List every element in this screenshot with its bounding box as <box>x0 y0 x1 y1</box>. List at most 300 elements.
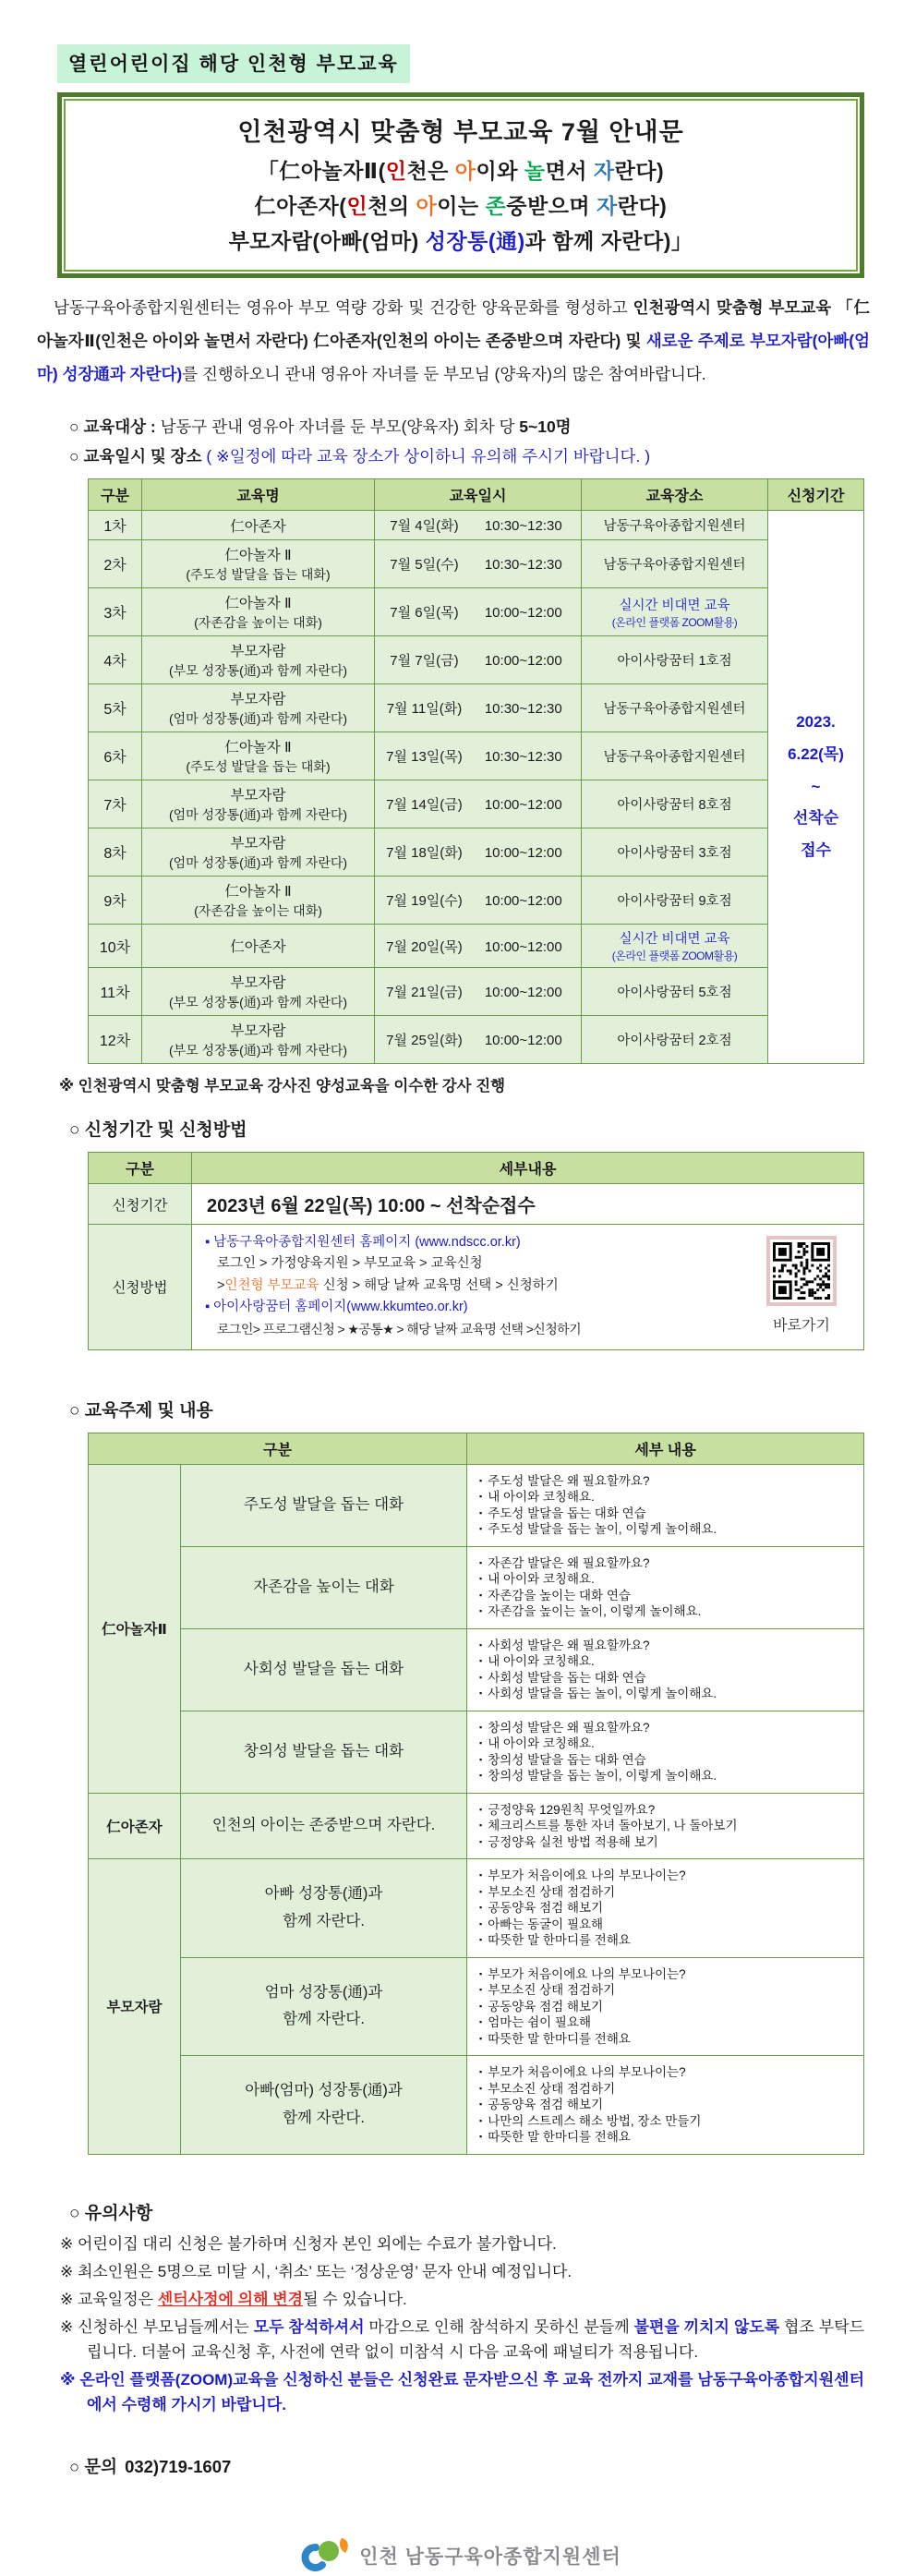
schedule-place <box>582 588 768 636</box>
topic-row <box>89 1546 864 1628</box>
schedule-course-name <box>142 877 375 925</box>
detail-text: 따뜻한 말 한마디를 전해요 <box>488 1933 631 1948</box>
schedule-time: 10:30~12:30 <box>484 749 562 765</box>
place-line: 실시간 비대면 교육 <box>619 932 730 947</box>
square-bullet-icon: ▪ <box>479 1886 483 1896</box>
center-logo-icon <box>300 2535 350 2576</box>
detail-text: 공동양육 점검 해보기 <box>488 1901 604 1916</box>
detail-text: 엄마는 쉼이 필요해 <box>488 2015 592 2030</box>
apply-period-label: 신청기간 <box>89 1184 192 1225</box>
detail-text: 긍정양육 실천 방법 적용해 보기 <box>488 1834 658 1849</box>
text-segment: 「仁아놀자Ⅱ( <box>257 159 386 183</box>
schedule-course-name <box>142 636 375 684</box>
schedule-date: 7월 25일(화) <box>386 1033 463 1048</box>
square-bullet-icon: ▪ <box>479 2115 483 2125</box>
detail-bullet <box>479 1768 858 1784</box>
schedule-round: 5차 <box>89 684 142 732</box>
text-segment: 이는 <box>437 194 486 218</box>
square-bullet-icon: ▪ <box>479 1492 483 1502</box>
course-name-sub: (자존감을 높이는 대화) <box>194 615 322 630</box>
detail-text: 공동양육 점검 해보기 <box>488 2098 604 2112</box>
open-daycare-badge: 열린어린이집 해당 인천형 부모교육 <box>57 44 410 83</box>
schedule-course-name <box>142 1016 375 1064</box>
detail-text: 나만의 스트레스 해소 방법, 장소 만들기 <box>488 2113 702 2128</box>
square-bullet-icon: ▪ <box>479 2017 483 2027</box>
topics-table-body <box>89 1464 864 2154</box>
schedule-time: 10:00~12:00 <box>484 893 562 909</box>
schedule-round: 1차 <box>89 511 142 540</box>
topic-name-line: 주도성 발달을 돕는 대화 <box>243 1495 404 1513</box>
apply-period-row <box>89 1184 864 1225</box>
schedule-place <box>582 828 768 877</box>
col-header-place: 교육장소 <box>582 479 768 511</box>
apply-method-wrap <box>205 1232 856 1340</box>
square-bullet-icon: ▪ <box>479 1590 483 1600</box>
course-name-sub: (부모 성장통(通)과 함께 자란다) <box>168 995 348 1010</box>
topic-name-line: 자존감을 높이는 대화 <box>253 1578 394 1595</box>
col-header-apply-period: 신청기간 <box>768 479 864 511</box>
topic-name-line: 함께 자란다. <box>283 1912 365 1929</box>
schedule-datetime <box>375 925 582 968</box>
schedule-place <box>582 511 768 540</box>
apply-method-lines <box>205 1232 747 1340</box>
schedule-table-body <box>89 511 864 1064</box>
schedule-course-name <box>142 684 375 732</box>
apply-period-line: 선착순 <box>792 809 839 828</box>
schedule-datetime <box>375 732 582 780</box>
schedule-round: 4차 <box>89 636 142 684</box>
detail-bullet <box>479 1603 858 1620</box>
detail-bullet <box>479 1982 858 1999</box>
topic-name-line: 인천의 아이는 존중받으며 자란다. <box>211 1817 436 1834</box>
detail-bullet <box>479 2113 858 2130</box>
square-bullet-icon: ▪ <box>479 1754 483 1764</box>
square-bullet-icon: ▪ <box>479 1870 483 1881</box>
schedule-row <box>89 540 864 588</box>
square-bullet-icon: ▪ <box>479 1903 483 1913</box>
schedule-row <box>89 780 864 828</box>
course-name-line: 仁아존자 <box>230 518 286 535</box>
place-line: 남동구육아종합지원센터 <box>603 702 746 717</box>
text-segment: ( ※일정에 따라 교육 장소가 상이하니 유의해 주시기 바랍니다. ) <box>206 447 651 466</box>
notice-item <box>60 2367 864 2417</box>
course-name-line: 부모자람 <box>230 692 286 707</box>
text-segment: 센터사정에 의해 변경 <box>157 2290 304 2308</box>
text-segment: 5~10명 <box>519 417 572 436</box>
topic-name <box>181 1957 467 2056</box>
detail-bullet <box>479 2014 858 2031</box>
apply-method-line <box>205 1253 747 1275</box>
schedule-datetime <box>375 540 582 588</box>
detail-bullet <box>479 1473 858 1490</box>
text-segment: ▪ <box>205 1235 214 1250</box>
schedule-date: 7월 4일(화) <box>390 518 459 534</box>
text-segment: 남동구육아종합지원센터 홈페이지 (www.ndscc.or.kr) <box>213 1235 521 1250</box>
contact-phone: 032)719-1607 <box>125 2456 232 2476</box>
place-line: 아이사랑꿈터 3호점 <box>617 846 732 861</box>
text-segment: ▪ <box>205 1300 214 1315</box>
topic-name <box>181 2056 467 2155</box>
detail-bullet <box>479 2031 858 2048</box>
schedule-place <box>582 925 768 968</box>
schedule-place <box>582 684 768 732</box>
detail-text: 따뜻한 말 한마디를 전해요 <box>488 2130 631 2145</box>
detail-text: 창의성 발달은 왜 필요할까요? <box>488 1720 650 1735</box>
schedule-time: 10:00~12:00 <box>484 845 562 861</box>
detail-bullet <box>479 1884 858 1901</box>
topic-details <box>467 1546 864 1628</box>
place-line: 실시간 비대면 교육 <box>619 598 730 613</box>
schedule-datetime <box>375 588 582 636</box>
text-segment: 신청 > 해당 날짜 교육명 선택 > 신청하기 <box>319 1277 559 1293</box>
col-header-topic-detail: 세부 내용 <box>467 1433 864 1464</box>
topics-header-row <box>89 1433 864 1464</box>
col-header-category: 구분 <box>89 1153 192 1184</box>
course-name-line: 부모자람 <box>230 788 286 804</box>
detail-text: 긍정양육 129원칙 무엇일까요? <box>488 1802 656 1817</box>
schedule-place <box>582 968 768 1016</box>
detail-text: 내 아이와 코칭해요. <box>488 1654 595 1669</box>
square-bullet-icon: ▪ <box>479 2083 483 2093</box>
schedule-date: 7월 21일(금) <box>386 985 463 1000</box>
detail-bullet <box>479 1653 858 1670</box>
qr-area <box>747 1232 856 1335</box>
detail-bullet <box>479 1752 858 1769</box>
topic-name <box>181 1628 467 1711</box>
course-name-line: 仁아놀자 Ⅱ <box>224 884 292 900</box>
detail-text: 공동양육 점검 해보기 <box>488 1999 604 2014</box>
text-segment: 새로운 주제로 부모자람(아빠(엄마) 성장通과 자란다) <box>37 332 870 383</box>
detail-bullet <box>479 1900 858 1917</box>
apply-period-line: 접수 <box>801 841 831 860</box>
schedule-date: 7월 14일(금) <box>386 797 463 813</box>
detail-text: 내 아이와 코칭해요. <box>488 1490 595 1505</box>
square-bullet-icon: ▪ <box>479 1507 483 1518</box>
topic-group-label: 仁아놀자Ⅱ <box>89 1464 181 1793</box>
schedule-time: 10:00~12:00 <box>484 653 562 669</box>
text-segment: 과 함께 자란다)」 <box>524 229 693 253</box>
schedule-round: 11차 <box>89 968 142 1016</box>
schedule-datetime <box>375 968 582 1016</box>
text-segment: 아 <box>454 159 476 183</box>
topics-section-heading: ○ 교육주제 및 내용 <box>69 1400 213 1421</box>
schedule-round: 7차 <box>89 780 142 828</box>
schedule-date: 7월 11일(화) <box>386 701 463 717</box>
text-segment: 협조 부탁드립니다. 더불어 교육신청 후, 사전에 연락 없이 미참석 시 다음 교육에 패널티가 적용됩니다. <box>87 2317 864 2361</box>
schedule-table-header <box>89 479 864 511</box>
square-bullet-icon: ▪ <box>479 2033 483 2043</box>
apply-method-line[interactable] <box>205 1297 747 1318</box>
topic-details <box>467 2056 864 2155</box>
course-name-sub: (부모 성장통(通)과 함께 자란다) <box>168 663 348 678</box>
schedule-time: 10:00~12:00 <box>484 605 562 621</box>
schedule-course-name <box>142 540 375 588</box>
text-segment: 교육대상 : <box>83 417 161 436</box>
topic-name <box>181 1711 467 1793</box>
square-bullet-icon: ▪ <box>479 1606 483 1616</box>
schedule-course-name <box>142 732 375 780</box>
detail-text: 창의성 발달을 돕는 놀이, 이렇게 놀이해요. <box>488 1769 717 1784</box>
topic-row <box>89 1464 864 1546</box>
text-segment: ※ 신청하신 부모님들께서는 <box>60 2317 254 2336</box>
topic-details <box>467 1711 864 1793</box>
detail-bullet <box>479 1868 858 1884</box>
text-segment: 아 <box>416 194 438 218</box>
square-bullet-icon: ▪ <box>479 2099 483 2110</box>
detail-text: 주도성 발달을 돕는 놀이, 이렇게 놀이해요. <box>488 1522 717 1537</box>
place-line: 아이사랑꿈터 8호점 <box>617 798 732 813</box>
schedule-row <box>89 828 864 877</box>
topics-table <box>88 1433 864 2155</box>
square-bullet-icon: ▪ <box>479 1918 483 1929</box>
detail-bullet <box>479 2129 858 2146</box>
course-name-line: 부모자람 <box>230 644 286 659</box>
apply-section-heading: ○ 신청기간 및 신청방법 <box>69 1120 247 1140</box>
detail-bullet <box>479 1489 858 1506</box>
square-bullet-icon: ▪ <box>479 1722 483 1732</box>
notice-item <box>60 2287 864 2312</box>
text-segment: ※ <box>60 2370 80 2389</box>
text-segment: 남동구육아종합지원센터는 영유아 부모 역량 강화 및 건강한 양육문화를 형성하고 <box>54 298 633 317</box>
square-bullet-icon: ▪ <box>479 1475 483 1485</box>
col-header-datetime: 교육일시 <box>375 479 582 511</box>
text-segment: 인천형 부모교육 <box>224 1277 319 1293</box>
course-name-line: 부모자람 <box>230 836 286 852</box>
detail-bullet <box>479 1966 858 1983</box>
topic-name <box>181 1546 467 1628</box>
topic-name-line: 창의성 발달을 돕는 대화 <box>243 1742 404 1760</box>
detail-bullet <box>479 1802 858 1819</box>
topic-row <box>89 1957 864 2056</box>
detail-bullet <box>479 2097 858 2113</box>
contact-label: ○ 문의 <box>69 2456 118 2476</box>
topic-name-line: 함께 자란다. <box>283 2011 365 2028</box>
course-name-line: 부모자람 <box>230 975 286 991</box>
topic-details <box>467 1793 864 1859</box>
schedule-course-name <box>142 588 375 636</box>
topic-row <box>89 2056 864 2155</box>
square-bullet-icon: ▪ <box>479 2067 483 2077</box>
text-segment: 부모자람(아빠(엄마) <box>228 229 426 253</box>
square-bullet-icon: ▪ <box>479 1804 483 1814</box>
schedule-course-name <box>142 511 375 540</box>
detail-bullet <box>479 1638 858 1654</box>
topic-row <box>89 1711 864 1793</box>
schedule-round: 3차 <box>89 588 142 636</box>
place-line: 아이사랑꿈터 1호점 <box>617 654 732 669</box>
schedule-apply-period <box>768 511 864 1064</box>
text-segment: 로그인 > 가정양육지원 > 부모교육 > 교육신청 <box>217 1256 483 1272</box>
schedule-round: 12차 <box>89 1016 142 1064</box>
detail-text: 부모소진 상태 점검하기 <box>488 1884 616 1899</box>
footer-org-name: 인천 남동구육아종합지원센터 <box>359 2546 621 2568</box>
text-segment: ※ 어린이집 대리 신청은 불가하며 신청자 본인 외에는 수료가 불가합니다. <box>60 2234 557 2253</box>
qr-code-icon[interactable] <box>766 1236 837 1306</box>
schedule-row <box>89 732 864 780</box>
text-segment: 인 <box>385 159 407 183</box>
program-name-line-3 <box>71 224 850 259</box>
schedule-row <box>89 925 864 968</box>
detail-text: 주도성 발달은 왜 필요할까요? <box>488 1473 650 1488</box>
text-segment: 놀 <box>524 159 546 183</box>
detail-bullet <box>479 1521 858 1538</box>
title-box <box>57 92 864 278</box>
schedule-time: 10:30~12:30 <box>484 557 562 573</box>
course-name-line: 仁아존자 <box>230 939 286 955</box>
course-name-line: 仁아놀자 Ⅱ <box>224 548 292 563</box>
course-name-sub: (주도성 발달을 돕는 대화) <box>186 567 331 582</box>
detail-text: 사회성 발달을 돕는 대화 연습 <box>488 1670 646 1685</box>
place-line: (온라인 플랫폼 ZOOM활용) <box>611 615 738 629</box>
schedule-time: 10:00~12:00 <box>484 1033 562 1048</box>
text-segment: 중받으며 <box>506 194 597 218</box>
schedule-row <box>89 1016 864 1064</box>
col-header-topic-category: 구분 <box>89 1433 467 1464</box>
square-bullet-icon: ▪ <box>479 1985 483 1995</box>
detail-text: 따뜻한 말 한마디를 전해요 <box>488 2031 631 2046</box>
schedule-header-row <box>89 479 864 511</box>
detail-text: 내 아이와 코칭해요. <box>488 1736 595 1751</box>
schedule-row <box>89 511 864 540</box>
text-segment: 모두 참석하셔서 <box>253 2317 365 2336</box>
square-bullet-icon: ▪ <box>479 1771 483 1781</box>
text-segment: ○ <box>69 417 84 436</box>
square-bullet-icon: ▪ <box>479 1557 483 1567</box>
apply-period-line: 6.22(목) <box>788 744 844 763</box>
detail-bullet <box>479 1720 858 1736</box>
place-line: (온라인 플랫폼 ZOOM활용) <box>611 949 738 962</box>
program-name-line-2 <box>71 188 850 224</box>
schedule-datetime <box>375 511 582 540</box>
apply-period-line: 2023. <box>796 712 836 731</box>
detail-text: 내 아이와 코칭해요. <box>488 1572 595 1587</box>
place-line: 남동구육아종합지원센터 <box>603 519 746 534</box>
square-bullet-icon: ▪ <box>479 1935 483 1945</box>
schedule-row <box>89 588 864 636</box>
detail-text: 부모가 처음이에요 나의 부모나이는? <box>488 1966 686 1981</box>
place-line: 남동구육아종합지원센터 <box>603 558 746 573</box>
detail-bullet <box>479 1571 858 1588</box>
course-name-sub: (엄마 성장통(通)과 함께 자란다) <box>168 807 348 822</box>
footer <box>57 2535 864 2576</box>
contact-line <box>69 2454 864 2478</box>
detail-bullet <box>479 1506 858 1522</box>
topic-name-line: 아빠 성장통(通)과 <box>264 1885 383 1903</box>
schedule-date: 7월 18일(화) <box>386 845 463 861</box>
schedule-date: 7월 5일(수) <box>390 557 459 573</box>
detail-bullet <box>479 1555 858 1572</box>
detail-bullet <box>479 1999 858 2015</box>
place-line: 아이사랑꿈터 5호점 <box>617 986 732 1000</box>
topic-name-line: 아빠(엄마) 성장통(通)과 <box>245 2082 403 2099</box>
text-segment: 성장통(通) <box>425 229 525 253</box>
course-name-line: 仁아놀자 Ⅱ <box>224 740 292 756</box>
apply-table-header <box>89 1153 864 1184</box>
qr-caption[interactable]: 바로가기 <box>773 1318 830 1334</box>
text-segment: 온라인 플랫폼(ZOOM)교육을 신청하신 분들은 신청완료 문자받으신 후 교육 전까지 교재를 남동구육아종합지원센터에서 수령해 가시기 바랍니다. <box>79 2370 864 2413</box>
topic-details <box>467 1464 864 1546</box>
square-bullet-icon: ▪ <box>479 1639 483 1650</box>
topic-name-line: 함께 자란다. <box>283 2109 365 2126</box>
apply-method-line <box>205 1276 747 1297</box>
instructor-footnote: ※ 인천광역시 맞춤형 부모교육 강사진 양성교육을 이수한 강사 진행 <box>59 1078 506 1094</box>
text-segment: 仁아존자( <box>254 194 347 218</box>
detail-bullet <box>479 1818 858 1834</box>
detail-text: 자존감 발달은 왜 필요할까요? <box>488 1555 650 1570</box>
detail-bullet <box>479 1670 858 1687</box>
detail-bullet <box>479 2064 858 2081</box>
topic-row <box>89 1628 864 1711</box>
notice-item <box>60 2231 864 2256</box>
schedule-datetime <box>375 828 582 877</box>
square-bullet-icon: ▪ <box>479 2001 483 2011</box>
schedule-table <box>88 478 864 1064</box>
text-segment: > <box>217 1277 225 1293</box>
schedule-time: 10:30~12:30 <box>484 518 562 534</box>
schedule-place <box>582 732 768 780</box>
title-box-inner <box>64 99 858 272</box>
notice-item <box>60 2315 864 2364</box>
topics-table-header <box>89 1433 864 1464</box>
schedule-round: 10차 <box>89 925 142 968</box>
topic-name <box>181 1464 467 1546</box>
topic-name-line: 사회성 발달을 돕는 대화 <box>243 1660 404 1677</box>
detail-text: 주도성 발달을 돕는 대화 연습 <box>488 1506 646 1520</box>
detail-bullet <box>479 2081 858 2098</box>
schedule-course-name <box>142 780 375 828</box>
topic-group-label: 부모자람 <box>89 1859 181 2155</box>
topic-row <box>89 1793 864 1859</box>
apply-period-line: ~ <box>811 777 821 795</box>
schedule-date: 7월 19일(수) <box>386 893 463 909</box>
detail-text: 자존감을 높이는 대화 연습 <box>488 1588 631 1602</box>
topic-group-label: 仁아존자 <box>89 1793 181 1859</box>
topic-name <box>181 1793 467 1859</box>
apply-method-line[interactable] <box>205 1232 747 1253</box>
topic-details <box>467 1859 864 1958</box>
apply-header-row <box>89 1153 864 1184</box>
text-segment: 인천광역시 맞춤형 부모교육 「仁아놀자Ⅱ(인천은 아이와 놀면서 자란다) 仁아존자(인천의 아이는 존중받으며 자란다) 및 <box>37 298 870 350</box>
text-segment: 란다) <box>617 194 668 218</box>
detail-bullet <box>479 1735 858 1752</box>
schedule-course-name <box>142 968 375 1016</box>
detail-bullet <box>479 1917 858 1933</box>
text-segment: ※ 최소인원은 5명으로 미달 시, ‘취소’ 또는 ‘정상운영’ 문자 안내 예정입니다. <box>60 2262 572 2280</box>
course-name-sub: (엄마 성장통(通)과 함께 자란다) <box>168 711 348 726</box>
course-name-line: 仁아놀자 Ⅱ <box>224 596 292 611</box>
text-segment: 불편을 끼치지 않도록 <box>633 2317 780 2336</box>
schedule-place <box>582 1016 768 1064</box>
schedule-round: 8차 <box>89 828 142 877</box>
schedule-datetime <box>375 877 582 925</box>
topic-name <box>181 1859 467 1958</box>
schedule-place <box>582 540 768 588</box>
schedule-datetime <box>375 684 582 732</box>
course-name-sub: (엄마 성장통(通)과 함께 자란다) <box>168 855 348 870</box>
square-bullet-icon: ▪ <box>479 1688 483 1699</box>
schedule-course-name <box>142 925 375 968</box>
square-bullet-icon: ▪ <box>479 1574 483 1584</box>
detail-text: 아빠는 동굴이 필요해 <box>488 1917 604 1931</box>
square-bullet-icon: ▪ <box>479 1524 483 1534</box>
square-bullet-icon: ▪ <box>479 1820 483 1831</box>
text-segment: ※ 교육일정은 <box>60 2290 158 2308</box>
apply-method-label: 신청방법 <box>89 1225 192 1350</box>
detail-text: 체크리스트를 통한 자녀 돌아보기, 나 돌아보기 <box>488 1819 738 1833</box>
schedule-row <box>89 968 864 1016</box>
apply-method-line <box>205 1319 747 1340</box>
detail-text: 창의성 발달을 돕는 대화 연습 <box>488 1752 646 1767</box>
